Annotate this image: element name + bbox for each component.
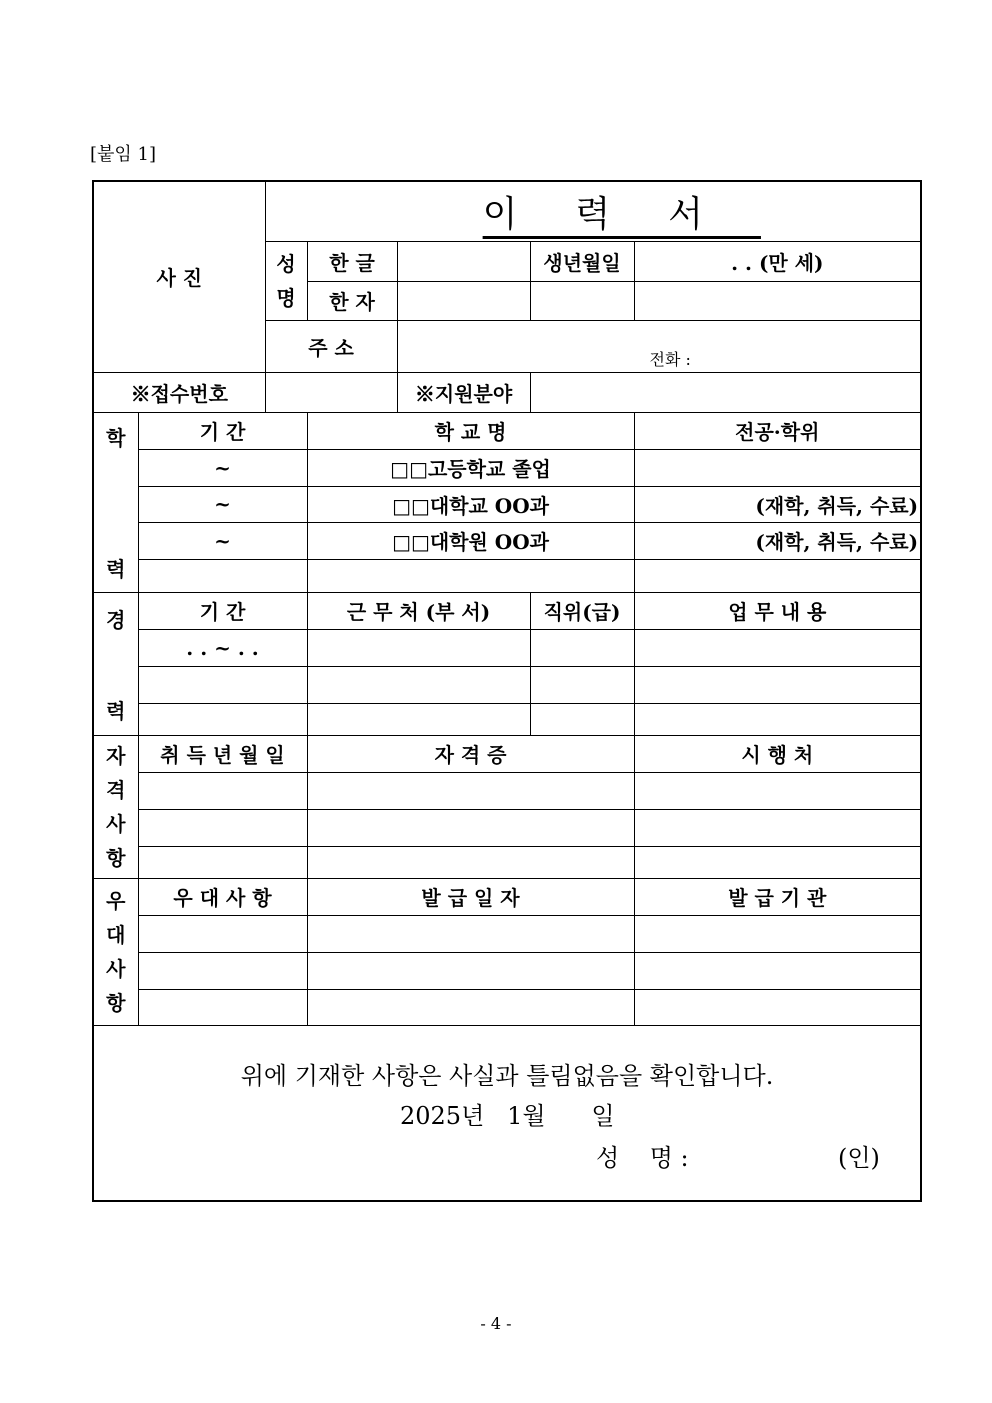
edu-period[interactable]: ~ xyxy=(138,522,307,559)
license-side-char: 격 xyxy=(106,777,126,802)
name-label-top: 성 xyxy=(276,251,296,276)
table-row xyxy=(93,449,921,486)
edu-period[interactable]: ~ xyxy=(138,486,307,522)
career-duties[interactable] xyxy=(634,629,921,666)
birth-placeholder: . . (만 세) xyxy=(731,250,824,275)
preference-header-issuer: 발 급 기 관 xyxy=(634,878,921,915)
education-side-label xyxy=(93,412,138,592)
preference-item[interactable] xyxy=(138,915,307,952)
table-row xyxy=(93,989,921,1025)
education-side-top: 학 xyxy=(106,426,126,450)
phone-label: 전화 : xyxy=(649,350,691,369)
license-issuer[interactable] xyxy=(634,772,921,809)
license-header-date: 취 득 년 월 일 xyxy=(138,735,307,772)
license-date[interactable] xyxy=(138,772,307,809)
license-side-label xyxy=(93,735,138,878)
license-side-char: 항 xyxy=(106,845,126,870)
confirmation-date: 2025년 1월 일 xyxy=(400,1101,615,1130)
photo-cell[interactable] xyxy=(93,181,265,372)
license-date[interactable] xyxy=(138,846,307,878)
preference-header-item: 우 대 사 항 xyxy=(138,878,307,915)
hanja-name-field[interactable] xyxy=(397,281,530,320)
license-side-char: 사 xyxy=(106,811,126,836)
career-position[interactable] xyxy=(530,666,634,703)
preference-side-char: 대 xyxy=(106,922,126,947)
field-field[interactable] xyxy=(530,372,921,412)
preference-date[interactable] xyxy=(307,915,634,952)
table-row xyxy=(93,559,921,592)
title-cell xyxy=(265,181,921,241)
career-side-bottom: 력 xyxy=(106,698,126,723)
license-issuer[interactable] xyxy=(634,809,921,846)
edu-header-school: 학 교 명 xyxy=(307,412,634,449)
edu-degree[interactable] xyxy=(634,449,921,486)
edu-degree[interactable]: (재학, 취득, 수료) xyxy=(634,522,921,559)
license-cert[interactable] xyxy=(307,772,634,809)
license-date[interactable] xyxy=(138,809,307,846)
hanja-extra-field-2[interactable] xyxy=(634,281,921,320)
career-header-position: 직위(급) xyxy=(530,592,634,629)
table-row xyxy=(93,809,921,846)
edu-header-degree: 전공·학위 xyxy=(634,412,921,449)
hanja-label: 한 자 xyxy=(307,281,397,320)
edu-period[interactable] xyxy=(138,559,307,592)
edu-degree[interactable]: (재학, 취득, 수료) xyxy=(634,486,921,522)
preference-date[interactable] xyxy=(307,952,634,989)
table-row xyxy=(93,486,921,522)
hangul-label: 한 글 xyxy=(307,241,397,281)
preference-date[interactable] xyxy=(307,989,634,1025)
signature-label: 성 명 : xyxy=(596,1143,689,1172)
resume-form xyxy=(92,180,922,1202)
edu-school[interactable]: □□대학원 OO과 xyxy=(307,522,634,559)
career-workplace[interactable] xyxy=(307,666,530,703)
license-cert[interactable] xyxy=(307,809,634,846)
education-side-bottom: 력 xyxy=(106,557,126,581)
preference-header-date: 발 급 일 자 xyxy=(307,878,634,915)
preference-side-char: 항 xyxy=(106,990,126,1015)
table-row xyxy=(93,522,921,559)
table-row xyxy=(93,629,921,666)
license-side-char: 자 xyxy=(106,743,126,768)
preference-item[interactable] xyxy=(138,952,307,989)
career-position[interactable] xyxy=(530,629,634,666)
career-workplace[interactable] xyxy=(307,703,530,735)
preference-issuer[interactable] xyxy=(634,952,921,989)
license-cert[interactable] xyxy=(307,846,634,878)
edu-school[interactable]: □□고등학교 졸업 xyxy=(307,449,634,486)
table-row xyxy=(93,666,921,703)
table-row xyxy=(93,915,921,952)
career-period[interactable] xyxy=(138,703,307,735)
birth-field[interactable] xyxy=(634,241,921,281)
page-title: 이력서 xyxy=(482,193,761,235)
name-label-cell xyxy=(265,241,307,320)
preference-side-char: 사 xyxy=(106,956,126,981)
career-header-workplace: 근 무 처 (부 서) xyxy=(307,592,530,629)
career-duties[interactable] xyxy=(634,703,921,735)
receipt-label: ※접수번호 xyxy=(93,372,265,412)
career-header-duties: 업 무 내 용 xyxy=(634,592,921,629)
table-row xyxy=(93,772,921,809)
receipt-field[interactable] xyxy=(265,372,397,412)
address-label: 주 소 xyxy=(265,320,397,372)
edu-header-period: 기 간 xyxy=(138,412,307,449)
career-period[interactable]: . . ~ . . xyxy=(138,629,307,666)
preference-item[interactable] xyxy=(138,989,307,1025)
license-header-cert: 자 격 증 xyxy=(307,735,634,772)
table-row xyxy=(93,846,921,878)
license-header-issuer: 시 행 처 xyxy=(634,735,921,772)
edu-school[interactable] xyxy=(307,559,634,592)
career-position[interactable] xyxy=(530,703,634,735)
confirmation-block xyxy=(93,1025,921,1201)
table-row xyxy=(93,952,921,989)
attachment-label: [붙임 1] xyxy=(90,144,156,165)
field-label: ※지원분야 xyxy=(397,372,530,412)
name-label-bottom: 명 xyxy=(276,285,296,310)
address-field[interactable] xyxy=(397,320,921,372)
seal-mark: (인) xyxy=(838,1143,880,1172)
confirmation-statement: 위에 기재한 사항은 사실과 틀림없음을 확인합니다. xyxy=(240,1061,774,1090)
preference-issuer[interactable] xyxy=(634,915,921,952)
career-side-label xyxy=(93,592,138,735)
birth-label: 생년월일 xyxy=(530,241,634,281)
preference-issuer[interactable] xyxy=(634,989,921,1025)
career-period[interactable] xyxy=(138,666,307,703)
career-side-top: 경 xyxy=(106,607,126,632)
career-header-period: 기 간 xyxy=(138,592,307,629)
hanja-extra-field[interactable] xyxy=(530,281,634,320)
license-issuer[interactable] xyxy=(634,846,921,878)
edu-degree[interactable] xyxy=(634,559,921,592)
career-workplace[interactable] xyxy=(307,629,530,666)
photo-label: 사 진 xyxy=(156,266,203,291)
edu-period[interactable]: ~ xyxy=(138,449,307,486)
preference-side-label xyxy=(93,878,138,1025)
preference-side-char: 우 xyxy=(106,888,126,913)
hangul-name-field[interactable] xyxy=(397,241,530,281)
table-row xyxy=(93,703,921,735)
page-number: - 4 - xyxy=(480,1314,512,1333)
edu-school[interactable]: □□대학교 OO과 xyxy=(307,486,634,522)
career-duties[interactable] xyxy=(634,666,921,703)
